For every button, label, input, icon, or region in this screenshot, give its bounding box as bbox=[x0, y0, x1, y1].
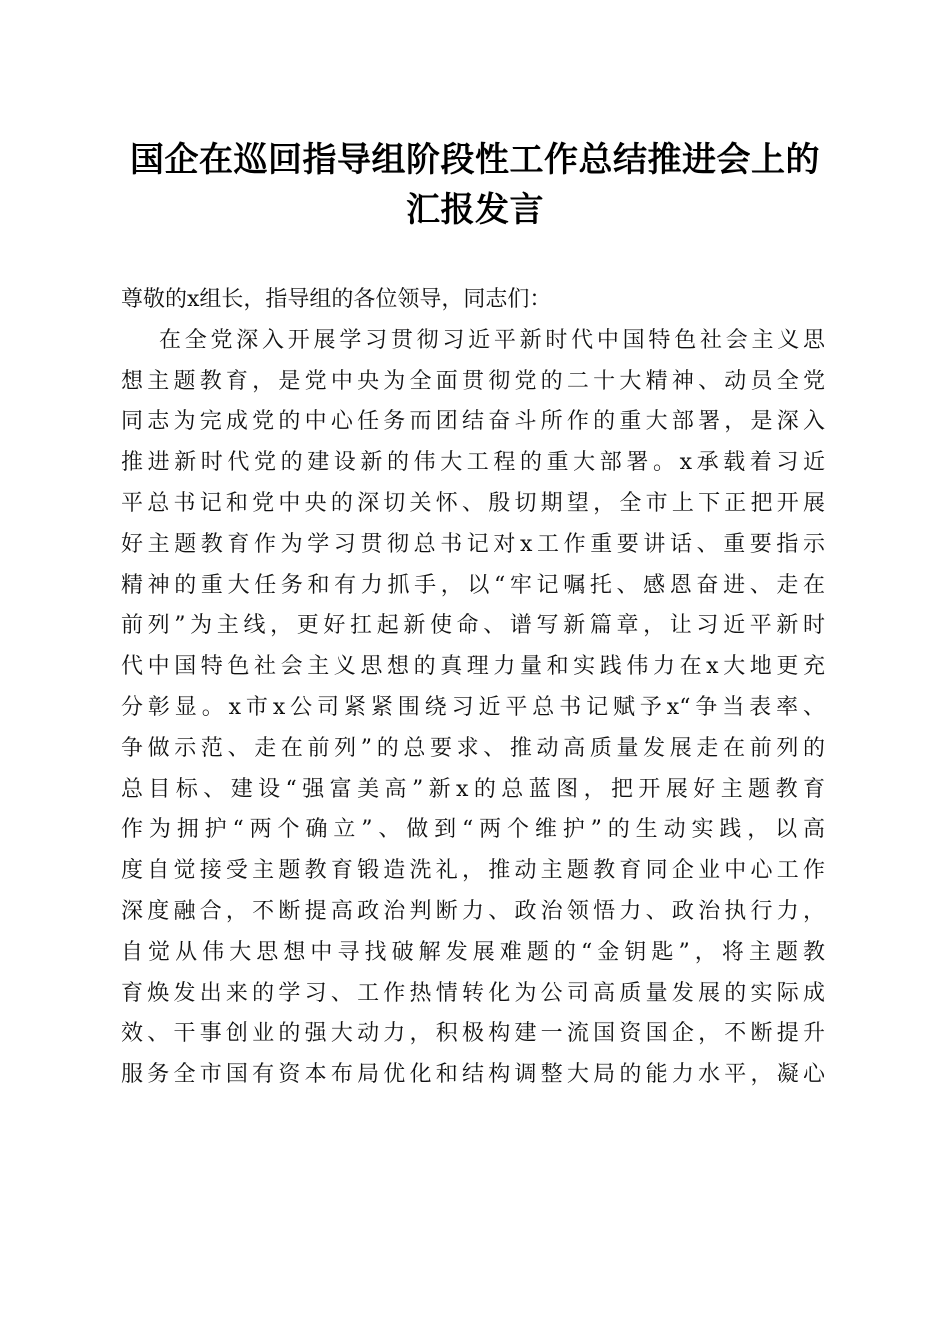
paragraph-line: 服务全市国有资本布局优化和结构调整大局的能力水平，凝心 bbox=[121, 1062, 825, 1088]
paragraph-line: 前列”为主线，更好扛起新使命、谱写新篇章，让习近平新时 bbox=[121, 613, 825, 639]
paragraph-line: 平总书记和党中央的深切关怀、殷切期望，全市上下正把开展 bbox=[121, 490, 825, 516]
paragraph-line: 度自觉接受主题教育锻造洗礼，推动主题教育同企业中心工作 bbox=[121, 858, 825, 884]
greeting-line: 尊敬的x组长，指导组的各位领导，同志们： bbox=[121, 287, 552, 312]
document-body bbox=[121, 280, 825, 1096]
title-line-2: 汇报发言 bbox=[406, 190, 544, 230]
paragraph-line: 在全党深入开展学习贯彻习近平新时代中国特色社会主义思 bbox=[159, 327, 825, 353]
paragraph-line: 效、干事创业的强大动力，积极构建一流国资国企，不断提升 bbox=[121, 1021, 825, 1047]
paragraph-line: 作为拥护“两个确立”、做到“两个维护”的生动实践，以高 bbox=[121, 817, 825, 843]
paragraph-line: 争做示范、走在前列”的总要求、推动高质量发展走在前列的 bbox=[121, 735, 825, 761]
paragraph-line: 好主题教育作为学习贯彻总书记对x工作重要讲话、重要指示 bbox=[121, 531, 825, 557]
paragraph-line: 自觉从伟大思想中寻找破解发展难题的“金钥匙”，将主题教 bbox=[121, 939, 825, 965]
title-line-1: 国企在巡回指导组阶段性工作总结推进会上的 bbox=[130, 140, 820, 180]
paragraph-line: 精神的重大任务和有力抓手，以“牢记嘱托、感恩奋进、走在 bbox=[121, 572, 825, 598]
document-title bbox=[110, 135, 840, 235]
paragraph-line: 想主题教育，是党中央为全面贯彻党的二十大精神、动员全党 bbox=[121, 368, 825, 394]
paragraph-line: 分彰显。x市x公司紧紧围绕习近平总书记赋予x“争当表率、 bbox=[121, 694, 825, 720]
paragraph-line: 育焕发出来的学习、工作热情转化为公司高质量发展的实际成 bbox=[121, 980, 825, 1006]
paragraph-line: 总目标、建设“强富美高”新x的总蓝图，把开展好主题教育 bbox=[121, 776, 825, 802]
paragraph-line: 同志为完成党的中心任务而团结奋斗所作的重大部署，是深入 bbox=[121, 409, 825, 435]
paragraph-line: 推进新时代党的建设新的伟大工程的重大部署。x承载着习近 bbox=[121, 450, 825, 476]
paragraph-line: 代中国特色社会主义思想的真理力量和实践伟力在x大地更充 bbox=[121, 654, 825, 680]
paragraph-line: 深度融合，不断提高政治判断力、政治领悟力、政治执行力， bbox=[121, 898, 825, 924]
